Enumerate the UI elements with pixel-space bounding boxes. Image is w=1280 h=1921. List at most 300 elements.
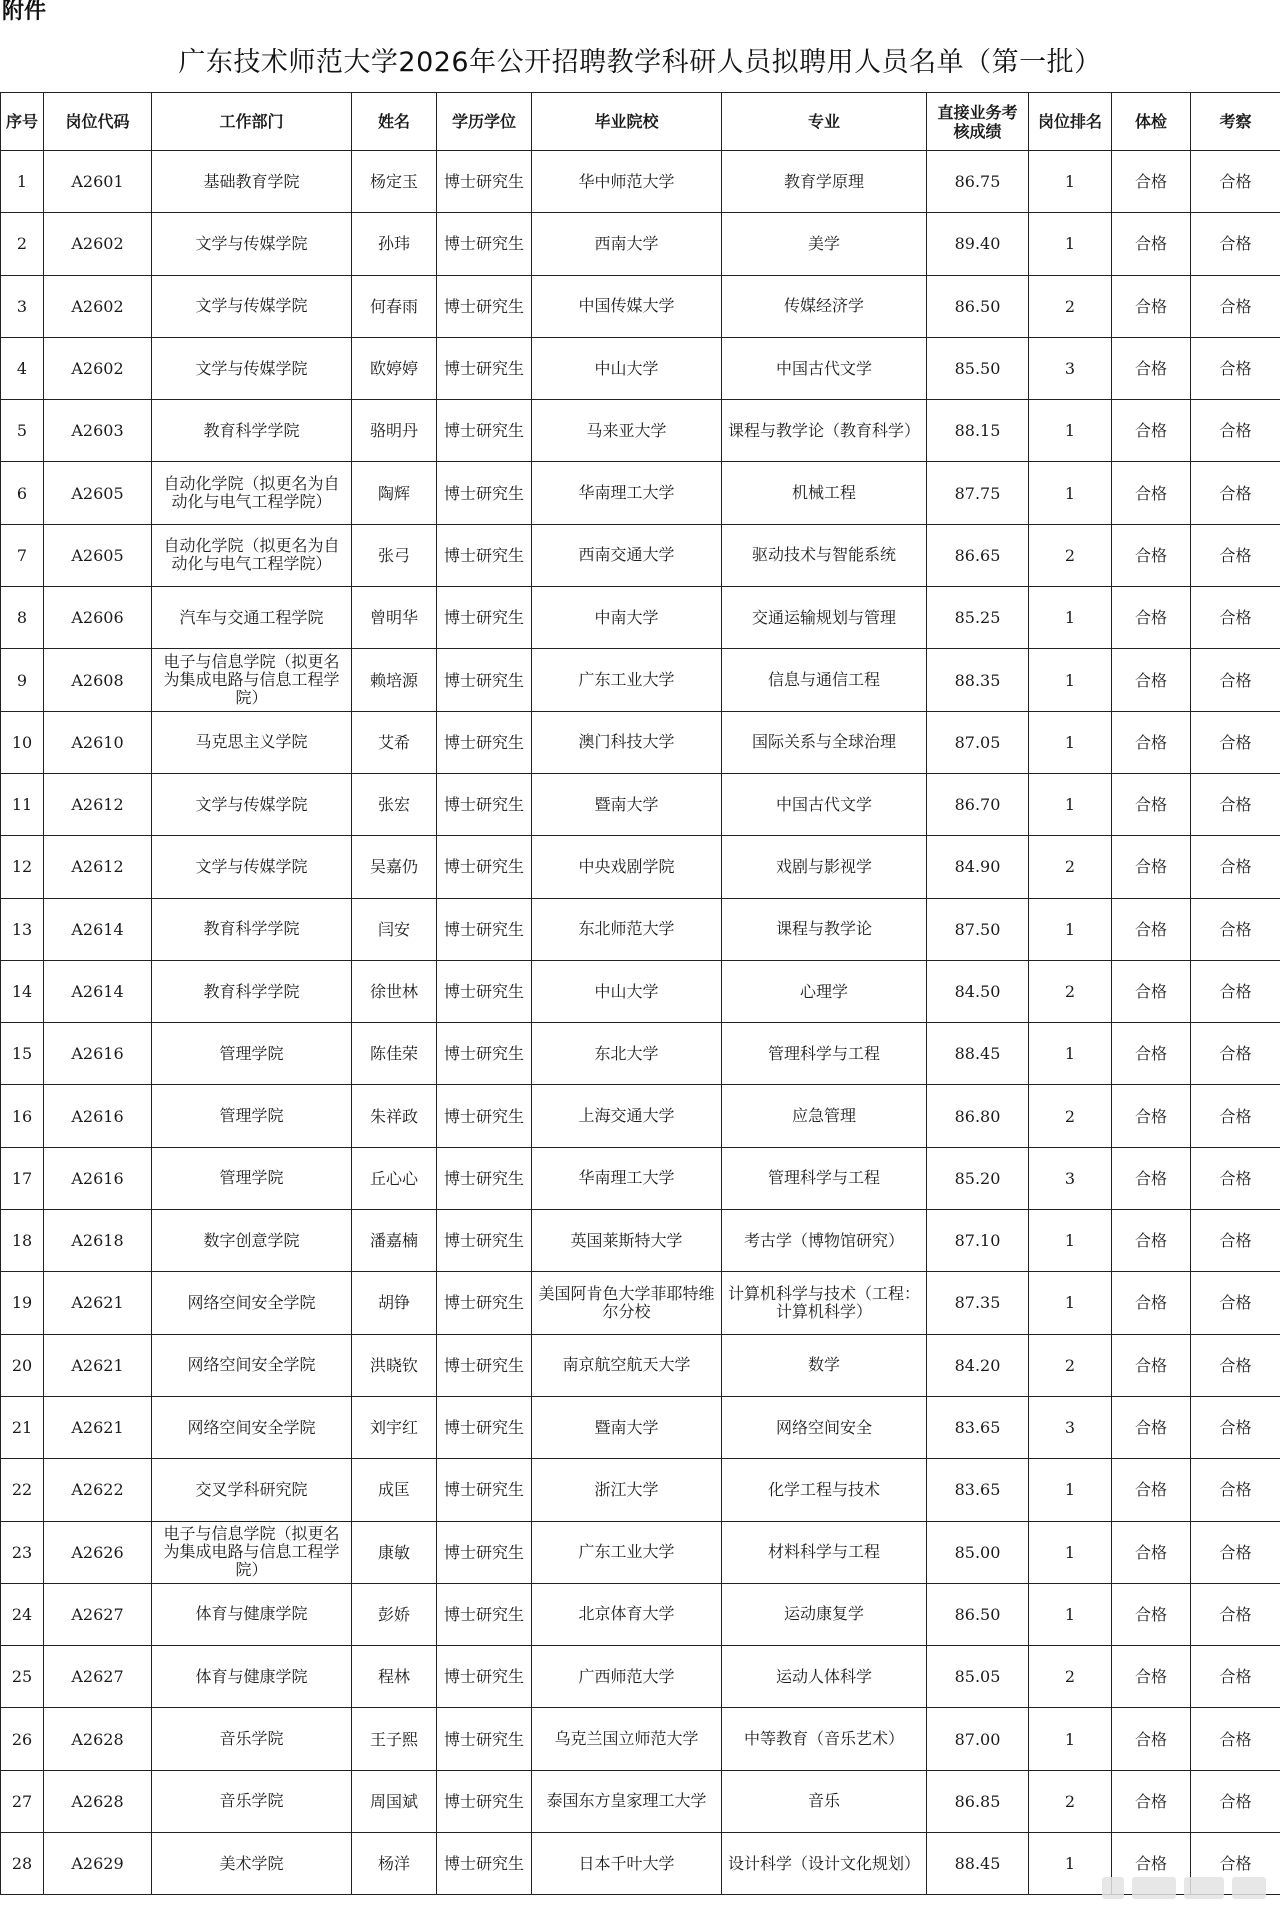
cell-assessment: 合格: [1191, 1521, 1280, 1583]
cell-department: 美术学院: [152, 1833, 352, 1895]
cell-department: 交叉学科研究院: [152, 1459, 352, 1521]
cell-name: 张宏: [352, 773, 437, 835]
cell-score: 86.85: [927, 1770, 1029, 1832]
cell-seq: 24: [1, 1583, 44, 1645]
cell-major: 中国古代文学: [722, 773, 927, 835]
cell-degree: 博士研究生: [437, 462, 532, 524]
cell-score: 88.35: [927, 649, 1029, 711]
cell-degree: 博士研究生: [437, 1023, 532, 1085]
cell-department: 文学与传媒学院: [152, 275, 352, 337]
cell-rank: 1: [1029, 462, 1112, 524]
cell-school: 西南大学: [532, 213, 722, 275]
cell-degree: 博士研究生: [437, 1708, 532, 1770]
cell-seq: 13: [1, 898, 44, 960]
cell-name: 骆明丹: [352, 400, 437, 462]
cell-school: 华中师范大学: [532, 151, 722, 213]
cell-post-code: A2610: [44, 711, 152, 773]
cell-assessment: 合格: [1191, 1459, 1280, 1521]
cell-school: 中央戏剧学院: [532, 836, 722, 898]
cell-school: 马来亚大学: [532, 400, 722, 462]
cell-name: 孙玮: [352, 213, 437, 275]
cell-rank: 1: [1029, 1583, 1112, 1645]
cell-physical-exam: 合格: [1112, 587, 1191, 649]
cell-seq: 8: [1, 587, 44, 649]
cell-major: 设计科学（设计文化规划）: [722, 1833, 927, 1895]
cell-score: 86.70: [927, 773, 1029, 835]
cell-degree: 博士研究生: [437, 773, 532, 835]
cell-seq: 12: [1, 836, 44, 898]
cell-major: 应急管理: [722, 1085, 927, 1147]
cell-name: 吴嘉仍: [352, 836, 437, 898]
cell-department: 管理学院: [152, 1085, 352, 1147]
cell-degree: 博士研究生: [437, 1396, 532, 1458]
cell-physical-exam: 合格: [1112, 1147, 1191, 1209]
cell-school: 上海交通大学: [532, 1085, 722, 1147]
cell-major: 驱动技术与智能系统: [722, 524, 927, 586]
cell-seq: 5: [1, 400, 44, 462]
cell-post-code: A2612: [44, 836, 152, 898]
cell-score: 84.90: [927, 836, 1029, 898]
cell-post-code: A2603: [44, 400, 152, 462]
cell-seq: 28: [1, 1833, 44, 1895]
cell-assessment: 合格: [1191, 773, 1280, 835]
cell-name: 何春雨: [352, 275, 437, 337]
cell-school: 东北师范大学: [532, 898, 722, 960]
cell-post-code: A2622: [44, 1459, 152, 1521]
cell-physical-exam: 合格: [1112, 1833, 1191, 1895]
cell-school: 广西师范大学: [532, 1646, 722, 1708]
cell-department: 汽车与交通工程学院: [152, 587, 352, 649]
cell-seq: 10: [1, 711, 44, 773]
cell-assessment: 合格: [1191, 960, 1280, 1022]
cell-post-code: A2621: [44, 1334, 152, 1396]
cell-seq: 7: [1, 524, 44, 586]
cell-name: 闫安: [352, 898, 437, 960]
cell-school: 泰国东方皇家理工大学: [532, 1770, 722, 1832]
table-row: [1, 1023, 1280, 1085]
cell-seq: 15: [1, 1023, 44, 1085]
cell-name: 欧婷婷: [352, 337, 437, 399]
cell-major: 国际关系与全球治理: [722, 711, 927, 773]
cell-degree: 博士研究生: [437, 1459, 532, 1521]
cell-post-code: A2602: [44, 275, 152, 337]
cell-seq: 27: [1, 1770, 44, 1832]
cell-score: 85.25: [927, 587, 1029, 649]
cell-rank: 1: [1029, 587, 1112, 649]
cell-department: 网络空间安全学院: [152, 1272, 352, 1334]
cell-physical-exam: 合格: [1112, 1085, 1191, 1147]
cell-department: 教育科学学院: [152, 898, 352, 960]
cell-major: 管理科学与工程: [722, 1023, 927, 1085]
cell-school: 中山大学: [532, 337, 722, 399]
table-row: [1, 1521, 1280, 1583]
cell-major: 中等教育（音乐艺术）: [722, 1708, 927, 1770]
attachment-label: 附件: [2, 0, 47, 24]
cell-department: 马克思主义学院: [152, 711, 352, 773]
cell-assessment: 合格: [1191, 1210, 1280, 1272]
cell-assessment: 合格: [1191, 1334, 1280, 1396]
cell-department: 音乐学院: [152, 1770, 352, 1832]
cell-rank: 1: [1029, 1708, 1112, 1770]
cell-physical-exam: 合格: [1112, 1272, 1191, 1334]
cell-assessment: 合格: [1191, 1147, 1280, 1209]
cell-school: 乌克兰国立师范大学: [532, 1708, 722, 1770]
cell-score: 86.80: [927, 1085, 1029, 1147]
table-row: [1, 1396, 1280, 1458]
cell-rank: 2: [1029, 524, 1112, 586]
cell-post-code: A2616: [44, 1085, 152, 1147]
cell-major: 课程与教学论: [722, 898, 927, 960]
cell-school: 中南大学: [532, 587, 722, 649]
table-row: [1, 960, 1280, 1022]
cell-rank: 1: [1029, 151, 1112, 213]
cell-school: 南京航空航天大学: [532, 1334, 722, 1396]
cell-assessment: 合格: [1191, 275, 1280, 337]
cell-rank: 2: [1029, 275, 1112, 337]
cell-school: 西南交通大学: [532, 524, 722, 586]
cell-degree: 博士研究生: [437, 400, 532, 462]
cell-school: 美国阿肯色大学菲耶特维尔分校: [532, 1272, 722, 1334]
cell-seq: 17: [1, 1147, 44, 1209]
cell-school: 华南理工大学: [532, 1147, 722, 1209]
cell-major: 信息与通信工程: [722, 649, 927, 711]
cell-score: 85.00: [927, 1521, 1029, 1583]
cell-name: 丘心心: [352, 1147, 437, 1209]
cell-assessment: 合格: [1191, 151, 1280, 213]
cell-post-code: A2626: [44, 1521, 152, 1583]
cell-name: 周国斌: [352, 1770, 437, 1832]
cell-rank: 1: [1029, 898, 1112, 960]
cell-assessment: 合格: [1191, 898, 1280, 960]
col-header-score: 直接业务考核成绩: [927, 93, 1029, 151]
cell-post-code: A2627: [44, 1646, 152, 1708]
cell-post-code: A2602: [44, 337, 152, 399]
cell-major: 数学: [722, 1334, 927, 1396]
col-header-seq: 序号: [1, 93, 44, 151]
cell-rank: 3: [1029, 337, 1112, 399]
cell-score: 84.50: [927, 960, 1029, 1022]
cell-department: 文学与传媒学院: [152, 836, 352, 898]
cell-department: 管理学院: [152, 1147, 352, 1209]
cell-rank: 2: [1029, 836, 1112, 898]
cell-major: 交通运输规划与管理: [722, 587, 927, 649]
cell-degree: 博士研究生: [437, 1583, 532, 1645]
cell-department: 体育与健康学院: [152, 1583, 352, 1645]
cell-school: 日本千叶大学: [532, 1833, 722, 1895]
cell-assessment: 合格: [1191, 462, 1280, 524]
cell-assessment: 合格: [1191, 1023, 1280, 1085]
cell-degree: 博士研究生: [437, 1646, 532, 1708]
cell-physical-exam: 合格: [1112, 524, 1191, 586]
cell-major: 心理学: [722, 960, 927, 1022]
cell-degree: 博士研究生: [437, 1833, 532, 1895]
cell-seq: 11: [1, 773, 44, 835]
cell-name: 成匡: [352, 1459, 437, 1521]
hiring-table: [0, 92, 1280, 1895]
cell-score: 86.50: [927, 1583, 1029, 1645]
cell-score: 87.00: [927, 1708, 1029, 1770]
table-row: [1, 213, 1280, 275]
cell-degree: 博士研究生: [437, 960, 532, 1022]
cell-post-code: A2601: [44, 151, 152, 213]
cell-assessment: 合格: [1191, 711, 1280, 773]
cell-department: 电子与信息学院（拟更名为集成电路与信息工程学院）: [152, 649, 352, 711]
table-row: [1, 1334, 1280, 1396]
cell-rank: 2: [1029, 960, 1112, 1022]
col-header-degree: 学历学位: [437, 93, 532, 151]
cell-rank: 1: [1029, 1833, 1112, 1895]
cell-degree: 博士研究生: [437, 1085, 532, 1147]
cell-post-code: A2616: [44, 1147, 152, 1209]
cell-name: 曾明华: [352, 587, 437, 649]
cell-assessment: 合格: [1191, 1646, 1280, 1708]
cell-degree: 博士研究生: [437, 337, 532, 399]
cell-rank: 1: [1029, 213, 1112, 275]
cell-seq: 6: [1, 462, 44, 524]
table-row: [1, 1583, 1280, 1645]
table-row: [1, 587, 1280, 649]
table-row: [1, 151, 1280, 213]
cell-name: 赖培源: [352, 649, 437, 711]
cell-physical-exam: 合格: [1112, 1334, 1191, 1396]
cell-degree: 博士研究生: [437, 1210, 532, 1272]
cell-score: 84.20: [927, 1334, 1029, 1396]
cell-post-code: A2605: [44, 524, 152, 586]
cell-seq: 18: [1, 1210, 44, 1272]
cell-assessment: 合格: [1191, 213, 1280, 275]
cell-major: 管理科学与工程: [722, 1147, 927, 1209]
cell-rank: 1: [1029, 1023, 1112, 1085]
col-header-assessment: 考察: [1191, 93, 1280, 151]
cell-physical-exam: 合格: [1112, 337, 1191, 399]
cell-department: 网络空间安全学院: [152, 1396, 352, 1458]
cell-degree: 博士研究生: [437, 1272, 532, 1334]
cell-major: 运动康复学: [722, 1583, 927, 1645]
cell-score: 83.65: [927, 1396, 1029, 1458]
table-row: [1, 337, 1280, 399]
cell-score: 87.50: [927, 898, 1029, 960]
cell-degree: 博士研究生: [437, 524, 532, 586]
table-row: [1, 773, 1280, 835]
cell-physical-exam: 合格: [1112, 960, 1191, 1022]
cell-assessment: 合格: [1191, 524, 1280, 586]
cell-major: 中国古代文学: [722, 337, 927, 399]
cell-name: 陈佳荣: [352, 1023, 437, 1085]
cell-rank: 1: [1029, 711, 1112, 773]
cell-major: 传媒经济学: [722, 275, 927, 337]
cell-rank: 2: [1029, 1334, 1112, 1396]
cell-assessment: 合格: [1191, 836, 1280, 898]
cell-score: 85.20: [927, 1147, 1029, 1209]
cell-assessment: 合格: [1191, 649, 1280, 711]
cell-department: 文学与传媒学院: [152, 337, 352, 399]
cell-physical-exam: 合格: [1112, 151, 1191, 213]
col-header-school: 毕业院校: [532, 93, 722, 151]
table-row: [1, 524, 1280, 586]
cell-post-code: A2628: [44, 1708, 152, 1770]
cell-physical-exam: 合格: [1112, 1708, 1191, 1770]
cell-degree: 博士研究生: [437, 587, 532, 649]
col-header-major: 专业: [722, 93, 927, 151]
cell-department: 体育与健康学院: [152, 1646, 352, 1708]
cell-department: 教育科学学院: [152, 960, 352, 1022]
table-row: [1, 400, 1280, 462]
cell-major: 计算机科学与技术（工程：计算机科学）: [722, 1272, 927, 1334]
cell-physical-exam: 合格: [1112, 898, 1191, 960]
cell-assessment: 合格: [1191, 1833, 1280, 1895]
cell-major: 戏剧与影视学: [722, 836, 927, 898]
table-row: [1, 1770, 1280, 1832]
cell-name: 杨洋: [352, 1833, 437, 1895]
cell-degree: 博士研究生: [437, 1334, 532, 1396]
cell-name: 杨定玉: [352, 151, 437, 213]
cell-score: 88.45: [927, 1023, 1029, 1085]
cell-rank: 2: [1029, 1770, 1112, 1832]
cell-seq: 14: [1, 960, 44, 1022]
cell-seq: 26: [1, 1708, 44, 1770]
cell-rank: 1: [1029, 773, 1112, 835]
cell-assessment: 合格: [1191, 1396, 1280, 1458]
cell-seq: 16: [1, 1085, 44, 1147]
cell-score: 87.10: [927, 1210, 1029, 1272]
cell-major: 教育学原理: [722, 151, 927, 213]
table-row: [1, 1833, 1280, 1895]
cell-rank: 3: [1029, 1147, 1112, 1209]
cell-score: 88.45: [927, 1833, 1029, 1895]
table-row: [1, 275, 1280, 337]
cell-assessment: 合格: [1191, 1708, 1280, 1770]
cell-rank: 1: [1029, 400, 1112, 462]
cell-physical-exam: 合格: [1112, 1770, 1191, 1832]
cell-physical-exam: 合格: [1112, 275, 1191, 337]
cell-physical-exam: 合格: [1112, 1023, 1191, 1085]
cell-score: 87.05: [927, 711, 1029, 773]
cell-degree: 博士研究生: [437, 275, 532, 337]
cell-rank: 1: [1029, 1459, 1112, 1521]
cell-degree: 博士研究生: [437, 711, 532, 773]
cell-post-code: A2627: [44, 1583, 152, 1645]
cell-seq: 2: [1, 213, 44, 275]
cell-physical-exam: 合格: [1112, 1521, 1191, 1583]
watermark: [1102, 1877, 1266, 1899]
cell-rank: 3: [1029, 1396, 1112, 1458]
cell-name: 程林: [352, 1646, 437, 1708]
table-row: [1, 1147, 1280, 1209]
cell-score: 89.40: [927, 213, 1029, 275]
table-row: [1, 649, 1280, 711]
cell-major: 机械工程: [722, 462, 927, 524]
table-row: [1, 1459, 1280, 1521]
cell-department: 音乐学院: [152, 1708, 352, 1770]
cell-name: 艾希: [352, 711, 437, 773]
cell-major: 美学: [722, 213, 927, 275]
cell-post-code: A2618: [44, 1210, 152, 1272]
cell-major: 网络空间安全: [722, 1396, 927, 1458]
cell-post-code: A2628: [44, 1770, 152, 1832]
cell-assessment: 合格: [1191, 1583, 1280, 1645]
cell-degree: 博士研究生: [437, 836, 532, 898]
cell-post-code: A2606: [44, 587, 152, 649]
cell-score: 83.65: [927, 1459, 1029, 1521]
cell-physical-exam: 合格: [1112, 1583, 1191, 1645]
cell-score: 86.50: [927, 275, 1029, 337]
cell-assessment: 合格: [1191, 337, 1280, 399]
cell-physical-exam: 合格: [1112, 400, 1191, 462]
cell-post-code: A2614: [44, 898, 152, 960]
cell-department: 自动化学院（拟更名为自动化与电气工程学院）: [152, 462, 352, 524]
cell-department: 数字创意学院: [152, 1210, 352, 1272]
cell-rank: 2: [1029, 1085, 1112, 1147]
cell-degree: 博士研究生: [437, 213, 532, 275]
table-row: [1, 898, 1280, 960]
cell-post-code: A2621: [44, 1396, 152, 1458]
cell-school: 广东工业大学: [532, 1521, 722, 1583]
cell-seq: 21: [1, 1396, 44, 1458]
cell-post-code: A2602: [44, 213, 152, 275]
cell-rank: 2: [1029, 1646, 1112, 1708]
cell-department: 基础教育学院: [152, 151, 352, 213]
cell-degree: 博士研究生: [437, 1521, 532, 1583]
cell-name: 彭娇: [352, 1583, 437, 1645]
cell-name: 陶辉: [352, 462, 437, 524]
cell-name: 刘宇红: [352, 1396, 437, 1458]
cell-degree: 博士研究生: [437, 898, 532, 960]
cell-department: 自动化学院（拟更名为自动化与电气工程学院）: [152, 524, 352, 586]
cell-degree: 博士研究生: [437, 649, 532, 711]
table-row: [1, 1272, 1280, 1334]
cell-physical-exam: 合格: [1112, 836, 1191, 898]
cell-score: 85.05: [927, 1646, 1029, 1708]
cell-physical-exam: 合格: [1112, 1459, 1191, 1521]
cell-physical-exam: 合格: [1112, 773, 1191, 835]
cell-physical-exam: 合格: [1112, 1396, 1191, 1458]
cell-seq: 9: [1, 649, 44, 711]
table-row: [1, 462, 1280, 524]
cell-school: 华南理工大学: [532, 462, 722, 524]
cell-degree: 博士研究生: [437, 151, 532, 213]
table-row: [1, 711, 1280, 773]
cell-score: 86.65: [927, 524, 1029, 586]
cell-name: 康敏: [352, 1521, 437, 1583]
cell-department: 文学与传媒学院: [152, 213, 352, 275]
table-row: [1, 836, 1280, 898]
cell-assessment: 合格: [1191, 400, 1280, 462]
cell-school: 澳门科技大学: [532, 711, 722, 773]
cell-seq: 22: [1, 1459, 44, 1521]
cell-name: 张弓: [352, 524, 437, 586]
cell-seq: 25: [1, 1646, 44, 1708]
cell-score: 87.35: [927, 1272, 1029, 1334]
cell-rank: 1: [1029, 1272, 1112, 1334]
cell-physical-exam: 合格: [1112, 1210, 1191, 1272]
cell-name: 徐世林: [352, 960, 437, 1022]
cell-name: 朱祥政: [352, 1085, 437, 1147]
cell-seq: 3: [1, 275, 44, 337]
cell-post-code: A2605: [44, 462, 152, 524]
cell-physical-exam: 合格: [1112, 649, 1191, 711]
cell-seq: 20: [1, 1334, 44, 1396]
cell-school: 中国传媒大学: [532, 275, 722, 337]
cell-major: 音乐: [722, 1770, 927, 1832]
cell-name: 胡铮: [352, 1272, 437, 1334]
cell-score: 85.50: [927, 337, 1029, 399]
table-row: [1, 1646, 1280, 1708]
cell-rank: 1: [1029, 1210, 1112, 1272]
cell-major: 考古学（博物馆研究）: [722, 1210, 927, 1272]
cell-assessment: 合格: [1191, 1770, 1280, 1832]
cell-school: 广东工业大学: [532, 649, 722, 711]
col-header-post-code: 岗位代码: [44, 93, 152, 151]
